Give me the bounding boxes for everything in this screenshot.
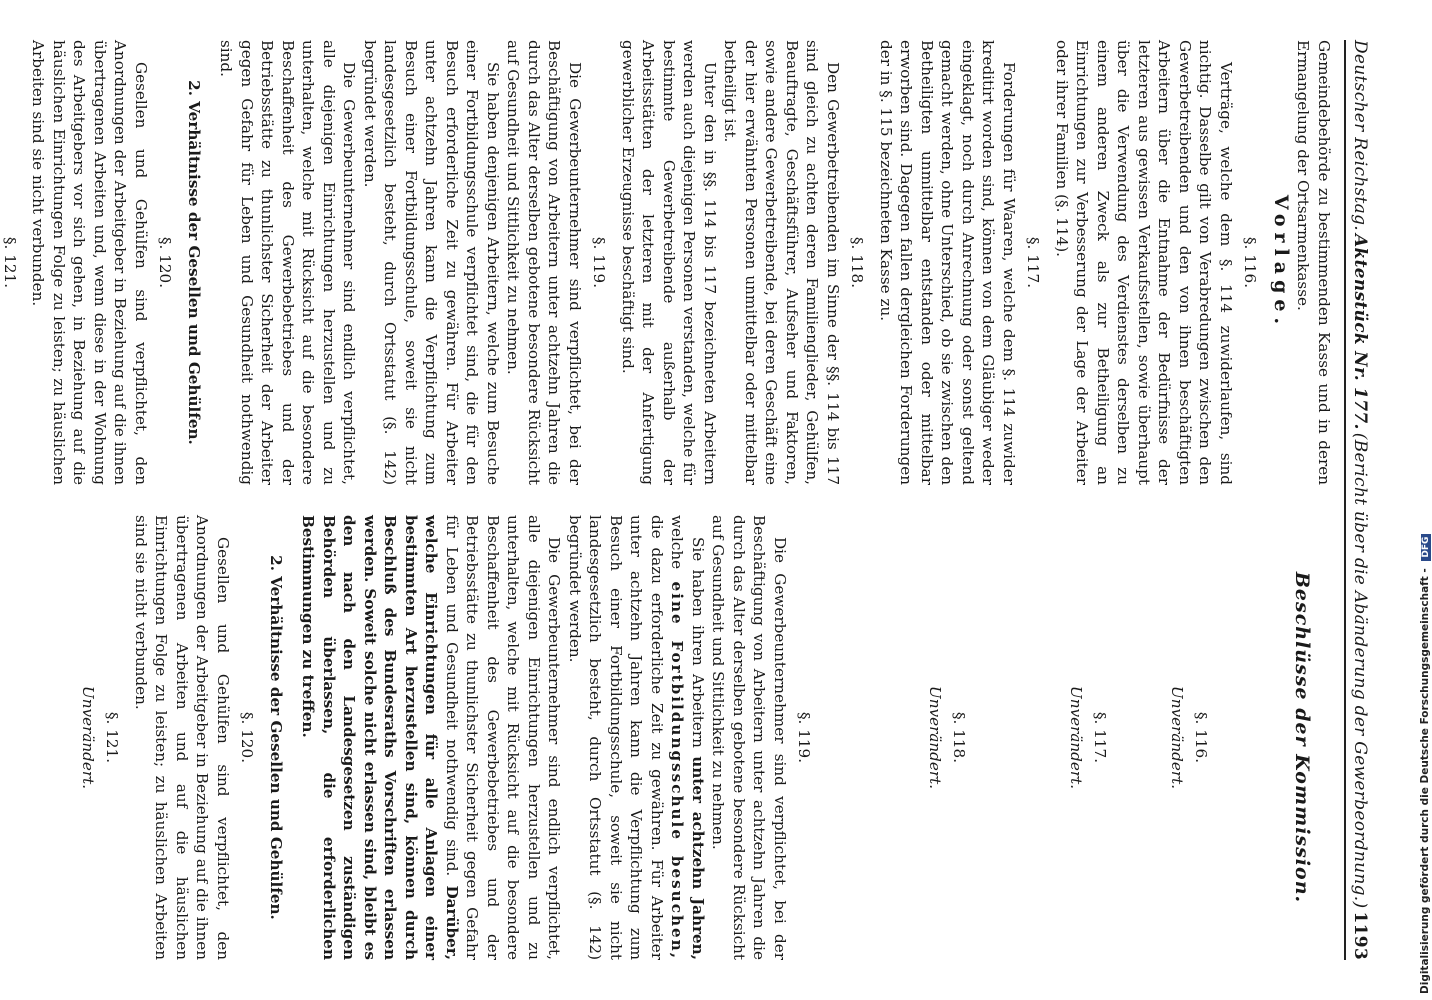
section-text: Unter den in §§. 114 bis 117 bezeichneten Arbeitern werden auch diejenigen Personen verstanden, welche für bestimmte Gewerbetreibende außerhalb der Arbeitsstätten der letzteren mit der Anfertigung gewerblicher Erzeugnisse beschäftigt sind.	[619, 40, 719, 485]
text-run: Sie haben ihren Arbeitern	[689, 537, 707, 748]
section-label: §. 121.	[1, 236, 19, 289]
section-label: §. 119.	[795, 711, 814, 764]
section-label: §. 119.	[590, 236, 609, 289]
page-header	[1344, 40, 1370, 960]
dfg-logo-icon: DFG	[1421, 534, 1431, 561]
page-number: 1193	[1350, 911, 1370, 960]
header-center: Aktenstück Nr. 177.	[1350, 234, 1370, 430]
section-text: Die Gewerbeunternehmer sind verpflichtet, bei der Beschäftigung von Arbeitern unter achtzehn Jahren die durch das Alter derselben gebotene besondere Rücksicht auf Gesundheit und Sittlichkeit zu nehmen.	[504, 40, 584, 485]
section-label: §. 118.	[950, 711, 969, 764]
amended-text: unter achtzehn Jahren,	[689, 756, 707, 961]
section-label: §. 118.	[848, 236, 867, 289]
text-run: welche	[668, 515, 687, 570]
credit-text: Digitalisierung gefördert durch die Deutsche Forschungsgemeinschaft -	[1419, 568, 1431, 994]
column-title-vorlage: Vorlage.	[1270, 194, 1292, 331]
section-label: §. 116.	[1241, 236, 1260, 289]
section-text: Den Gewerbetreibenden im Sinne der §§. 114 bis 117 sind gleich zu achten deren Familienglieder, Gehülfen, Beauftragte, Geschäftsführer, Aufseher und Faktoren, sowie andere Gewerbetreibende, bei deren Geschäft eine der hier erwähnten Personen unmittelbar oder mittelbar betheiligt ist.	[721, 40, 842, 485]
section-text: Die Gewerbeunternehmer sind endlich verpflichtet, alle diejenigen Einrichtungen herzustellen und zu unterhalten, welche mit Rücksicht auf die besondere Beschaffenheit des Gewerbebetriebes und der Betriebsstätte zu thunlichster Sicherheit der Arbeiter gegen Gefahr für Leben und Gesundheit nothwendig sind.	[217, 40, 359, 485]
section-label: §. 117.	[1024, 236, 1043, 289]
section-label: §. 117.	[1091, 711, 1110, 764]
unchanged-note: Unverändert.	[926, 685, 944, 790]
section-text: Verträge, welche dem §. 114 zuwiderlaufen, sind nichtig. Dasselbe gilt von Verabredungen zwischen den Gewerbetreibenden und den von ihnen beschäftigten Arbeitern über die Entnahme der Bedürfnisse der letzteren aus gewissen Verkaufsstellen, sowie überhaupt über die Verwendung des Verdienstes derselben zu einem anderen Zweck als zur Betheiligung an Einrichtungen zur Verbesserung der Lage der Arbeiter oder ihrer Familien (§. 114).	[1053, 40, 1235, 485]
unchanged-note: Unverändert.	[1168, 685, 1186, 790]
subheading: 2. Verhältnisse der Gesellen und Gehülfen.	[267, 555, 285, 920]
text-run: die dazu erforderliche Zeit zu gewähren. Für Arbeiter unter achtzehn Jahren kann die Verpflichtung zum Besuch einer Fortbildungsschule, soweit sie nicht landesgesetzlich besteht, durch Ortsstatut (§. 142) begründet werden.	[566, 515, 666, 960]
unchanged-note: Unverändert.	[79, 685, 97, 790]
column-vorlage	[0, 40, 1334, 485]
text-run: Die Gewerbeunternehmer sind endlich verpflichtet, alle diejenigen Einrichtungen herzustellen und zu unterhalten, welche mit Rücksicht auf die besondere Beschaffenheit des Gewerbebetriebes und der Betriebsstätte zu thunlichster Sicherheit gegen Gefahr für Leben und Gesundheit nothwendig sind.	[443, 515, 564, 960]
amended-text: eine Fortbildungsschule besuchen,	[668, 581, 687, 960]
header-left: Deutscher Reichstag.	[1350, 40, 1370, 231]
subheading: 2. Verhältnisse der Gesellen und Gehülfen.	[185, 80, 203, 445]
header-right: (Bericht über die Abänderung der Gewerbeordnung.)	[1350, 432, 1370, 909]
section-text: Gesellen und Gehülfen sind verpflichtet, den Anordnungen der Arbeitgeber in Beziehung auf die ihnen übertragenen Arbeiten und auf die häuslichen Einrichtungen Folge zu leisten; zu häuslichen Arbeiten sind sie nicht verbunden.	[132, 515, 232, 960]
section-label: §. 116.	[1192, 711, 1211, 764]
amended-text: Darüber, welche Einrichtungen für alle Anlagen einer bestimmten Art herzustellen sind, können durch Beschluß des Bundesraths Vorschriften erlassen werden. Soweit solche nicht erlassen sind, bleibt es den nach den Landesgesetzen zuständigen Behörden überlassen, die erforderlichen Bestimmungen zu treffen.	[299, 515, 461, 960]
section-text	[298, 515, 565, 960]
unchanged-note: Unverändert.	[1067, 685, 1085, 790]
section-text: Gesellen und Gehülfen sind verpflichtet, den Anordnungen der Arbeitgeber in Beziehung auf die ihnen übertragenen Arbeiten und, wenn diese in der Wohnung des Arbeitgebers vor sich gehen, in Beziehung auf die häuslichen Einrichtungen Folge zu leisten; zu häuslichen Arbeiten sind sie nicht verbunden.	[29, 40, 150, 485]
section-text: Forderungen für Waaren, welche dem §. 114 zuwider kreditirt worden sind, können von dem Gläubiger weder eingeklagt, noch durch Anrechnung oder sonst geltend gemacht werden, ohne Unterschied, ob sie zwischen den Betheiligten unmittelbar entstanden oder mittelbar erworben sind. Dagegen fallen dergleichen Forderungen der in §. 115 bezeichneten Kasse zu.	[877, 40, 1018, 485]
section-text: Sie haben denjenigen Arbeitern, welche zum Besuche einer Fortbildungsschule verpflichtet sind, die für den Besuch erforderliche Zeit zu gewähren. Für Arbeiter unter achtzehn Jahren kann die Verpflichtung zum Besuch einer Fortbildungsschule, soweit sie nicht landesgesetzlich besteht, durch Ortsstatut (§. 142) begründet werden.	[361, 40, 502, 485]
section-label: §. 121.	[103, 711, 122, 764]
section-text	[565, 515, 709, 960]
section-label: §. 120.	[156, 236, 175, 289]
column-title-beschluesse: Beschlüsse der Kommission.	[1291, 571, 1313, 904]
intro-text: Gemeindebehörde zu bestimmenden Kasse und in deren Ermangelung der Ortsarmenkasse.	[1294, 40, 1333, 485]
column-beschluesse	[0, 515, 1334, 960]
section-label: §. 120.	[238, 711, 257, 764]
digitization-credit	[1419, 534, 1431, 994]
section-text: Die Gewerbeunternehmer sind verpflichtet, bei der Beschäftigung von Arbeitern unter achtzehn Jahren die durch das Alter derselben gebotene besondere Rücksicht auf Gesundheit und Sittlichkeit zu nehmen.	[709, 515, 789, 960]
